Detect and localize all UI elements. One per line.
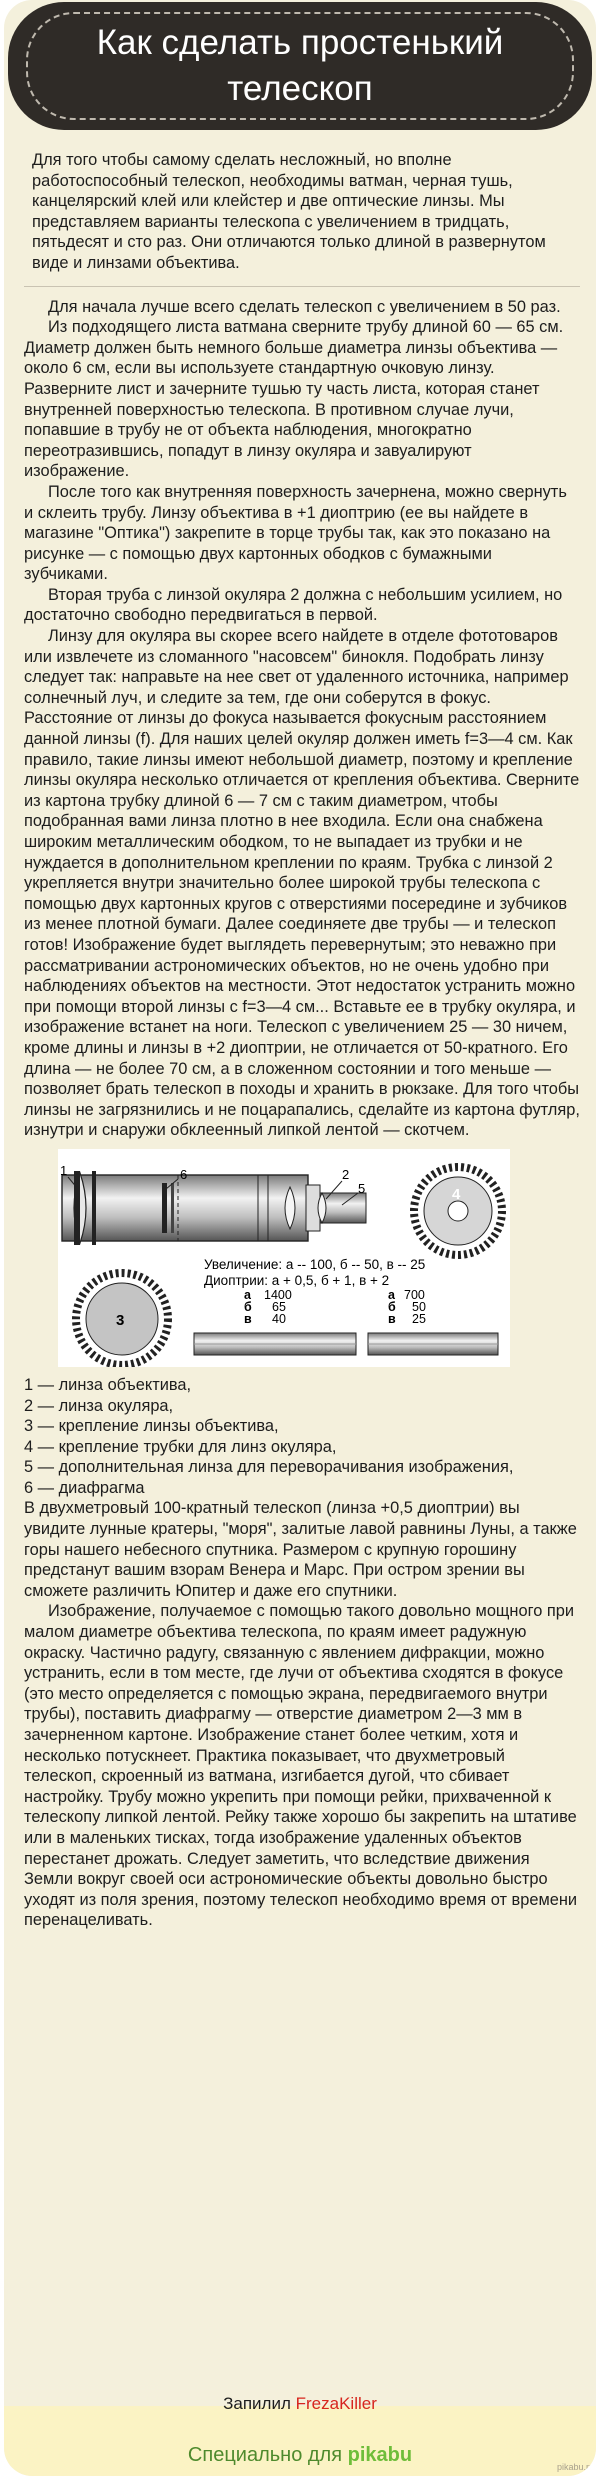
body-paragraph: После того как внутренняя поверхность зачернена, можно свернуть и склеить трубу. Линзу объектива в +1 диоптрию (ее вы найдете в магазине "Оптика") закрепите в торце трубы так, как это показано на рисунке — с помощью двух картонных ободков с бумажными зубчиками. [24, 482, 567, 584]
legend-item: 1 — линза объектива, [24, 1375, 192, 1394]
diagram-label-3: 3 [116, 1311, 125, 1329]
gear-4-icon [414, 1167, 502, 1255]
diagram-label-6: 6 [180, 1166, 188, 1182]
table-left-key: б [244, 1299, 252, 1314]
length-table-right [388, 1288, 426, 1326]
legend-item: 4 — крепление трубки для линз окуляра, [24, 1437, 337, 1456]
table-left-key: в [244, 1311, 252, 1326]
article-card [4, 0, 596, 2476]
section-divider [24, 286, 580, 287]
table-right-value: 50 [412, 1299, 426, 1314]
author-nickname-link[interactable]: FrezaKiller [295, 2394, 377, 2413]
body-paragraph: Из подходящего листа ватмана сверните трубу длиной 60 — 65 см. Диаметр должен быть немного больше диаметра линзы объектива — около 6 см, если вы используете стандартную очковую линзу. Разверните лист и зачерните тушью ту часть листа, которая станет внутренней поверхностью телескопа. В противном случае лучи, попавшие в трубу не от объекта наблюдения, многократно переотразившись, попадут в линзу окуляра и завуалируют изображение. [24, 318, 564, 481]
table-left-value: 65 [272, 1299, 286, 1314]
legend-item: 5 — дополнительная линза для переворачивания изображения, [24, 1458, 514, 1477]
diagram-label-4: 4 [452, 1185, 461, 1203]
special-for-line [4, 2444, 596, 2467]
legend-item: 6 — диафрагма [24, 1478, 145, 1497]
table-right-value: 700 [404, 1287, 425, 1302]
body-paragraph: Для начала лучше всего сделать телескоп с увеличением в 50 раз. [48, 297, 561, 316]
table-right-key: в [388, 1311, 396, 1326]
special-prefix: Специально для [187, 2444, 343, 2466]
pikabu-logo-link[interactable]: pikabu [347, 2444, 413, 2466]
table-right-key: б [388, 1299, 396, 1314]
diagram-label-1: 1 [60, 1162, 68, 1178]
body-paragraph: Вторая труба с линзой окуляра 2 должна с небольшим усилием, но достаточно свободно передвигаться в первой. [24, 585, 563, 625]
magnification-spec: Увеличение: а -- 100, б -- 50, в -- 25 [204, 1256, 426, 1272]
table-left-value: 40 [272, 1311, 286, 1326]
site-watermark: pikabu.ru [556, 2462, 594, 2472]
tube-sections [194, 1333, 498, 1355]
diopter-spec: Диоптрии: а + 0,5, б + 1, в + 2 [204, 1272, 390, 1288]
diagram-label-5: 5 [358, 1180, 366, 1196]
diagram-label-2: 2 [342, 1166, 350, 1182]
body-paragraph: Изображение, получаемое с помощью такого довольно мощного при малом диаметре объектива телескопа, по краям имеет радужную окраску. Частично радугу, связанную с явлением дифракции, можно устранить, если в том месте, где лучи от объектива сходятся в фокусе (это место определяется с помощью экрана, передвигаемого внутри трубы), поставить диафрагму — отверстие диаметром 2—3 мм в зачерненном картоне. Изображение станет более четким, хотя и несколько потускнеет. Практика показывает, что двухметровый телескоп, скроенный из ватмана, изгибается дугой, что сбивает настройку. Трубу можно укрепить при помощи рейки, прихваченной к телескопу липкой лентой. Рейку также хорошо бы закрепить на штативе или в маленьких тисках, тогда изображение удаленных объектов перестанет дрожать. Следует заметить, что вследствие движения Земли вокруг своей оси астрономические объекты довольно быстро уходят из поля зрения, поэтому телескоп необходимо время от времени перенацеливать. [24, 1602, 578, 1930]
legend-item: 2 — линза окуляра, [24, 1396, 174, 1415]
telescope-diagram [58, 1149, 510, 1367]
credit-prefix: Запилил [223, 2394, 291, 2413]
title-banner-stitching [26, 12, 574, 120]
legend-item: 3 — крепление линзы объектива, [24, 1417, 279, 1436]
intro-paragraph: Для того чтобы самому сделать несложный, но вполне работоспособный телескоп, необходимы ватман, черная тушь, канцелярский клей или клейстер и две оптические линзы. Мы представляем варианты телескопа с увеличением в тридцать, пятьдесят и сто раз. Они отличаются только длиной в развернутом виде и линзами объектива. [32, 151, 546, 272]
body-paragraph: Линзу для окуляра вы скорее всего найдете в отделе фототоваров или извлечете из сломанного "насовсем" бинокля. Подобрать линзу следует так: направьте на нее свет от удаленного источника, например солнечный луч, и следите за тем, где они соберутся в фокус. Расстояние от линзы до фокуса называется фокусным расстоянием данной линзы (f). Для наших целей окуляр должен иметь f=3—4 см. Как правило, такие линзы имеют небольшой диаметр, поэтому и крепление линзы окуляра несколько отличается от крепления объектива. Сверните из картона трубку длиной 6 — 7 см с таким диаметром, чтобы подобранная вами линза плотно в нее входила. Если она снабжена широким металлическим ободком, то не выпадает из трубки и не нуждается в дополнительном креплении по краям. Трубка с линзой 2 укрепляется внутри значительно более широкой трубы телескопа с помощью двух картонных кругов с отверстиями посередине и зубчиков из менее плотной бумаги. Далее соединяете две трубы — и телескоп готов! Изображение будет выглядеть перевернутым; это неважно при рассматривании астрономических объектов, но не очень удобно при наблюдениях объектов на местности. Этот недостаток устранить можно при помощи второй линзы с f=3—4 см... Вставьте ее в трубку окуляра, и изображение встанет на ноги. Телескоп с увеличением 25 — 30 ничем, кроме длины и линзы в +2 диоптрии, не отличается от 50-кратного. Его длина — не более 70 см, а в сложенном состоянии и того меньше — позволяет брать телескоп в походы и хранить в рюкзаке. Для того чтобы линзы не загрязнились и не поцарапались, сделайте из картона футляр, изнутри и снаружи обклеенный липкой лентой — скотчем. [24, 627, 580, 1140]
author-credit [4, 2394, 596, 2414]
table-left-key: а [244, 1287, 251, 1302]
page-title: Как сделать простенький телескоп [96, 23, 504, 108]
title-banner [8, 2, 592, 130]
body-paragraph: В двухметровый 100-кратный телескоп (линза +0,5 диоптрии) вы увидите лунные кратеры, "моря", залитые лавой равнины Луны, а также горы нашего небесного спутника. Размером с крупную горошину предстанут вашим взорам Венера и Марс. При остром зрении вы сможете различить Юпитер и даже его спутники. [24, 1499, 577, 1600]
length-table-left [244, 1288, 292, 1326]
table-left-value: 1400 [264, 1287, 292, 1302]
table-right-value: 25 [412, 1311, 426, 1326]
table-right-key: а [388, 1287, 395, 1302]
diagram-legend [24, 1375, 580, 1499]
article-body [24, 150, 580, 1931]
